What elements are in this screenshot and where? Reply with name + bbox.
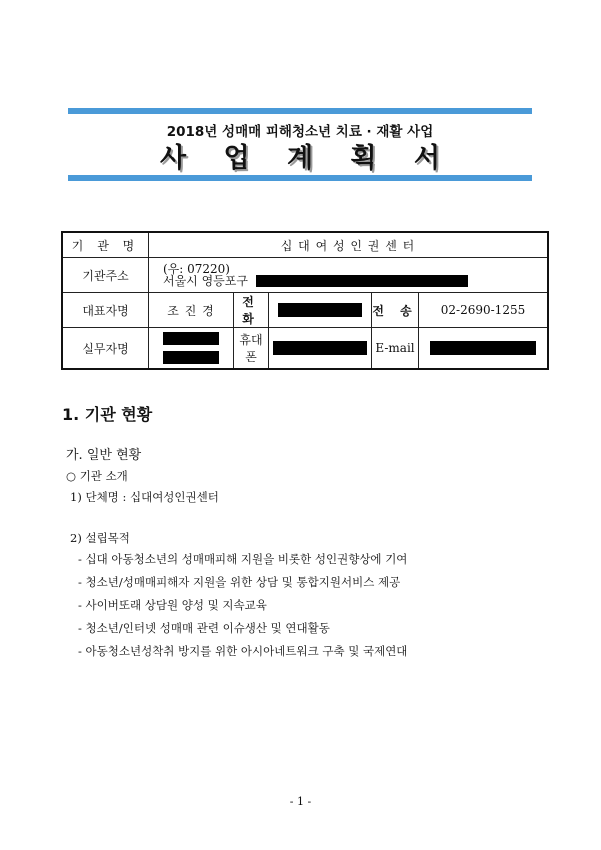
rep-value: 조 진 경 bbox=[149, 293, 234, 328]
redacted-email bbox=[430, 341, 536, 355]
list-item: - 청소년/성매매피해자 지원을 위한 상담 및 통합지원서비스 제공 bbox=[78, 575, 401, 589]
redacted-staff-name bbox=[163, 332, 219, 345]
document-title: 사 업 계 획 서 bbox=[159, 143, 454, 174]
phone-cell bbox=[269, 293, 372, 328]
rep-label: 대표자명 bbox=[62, 293, 149, 328]
table-row bbox=[62, 328, 548, 370]
redacted-address bbox=[256, 275, 468, 287]
redacted-staff-name-2 bbox=[163, 351, 219, 364]
redacted-mobile bbox=[273, 341, 367, 355]
table-row bbox=[62, 258, 548, 293]
list-item-org-name: 1) 단체명 : 십대여성인권센터 bbox=[70, 490, 219, 504]
address-label: 기관주소 bbox=[62, 258, 149, 293]
page-number: - 1 - bbox=[289, 795, 312, 808]
bullet-intro: ○ 기관 소개 bbox=[66, 469, 128, 483]
list-item: - 아동청소년성착취 방지를 위한 아시아네트워크 구축 및 국제연대 bbox=[78, 644, 408, 658]
address-postal: (우: 07220) bbox=[163, 261, 230, 276]
address-cell bbox=[149, 258, 549, 293]
org-name-value: 십 대 여 성 인 권 센 터 bbox=[149, 232, 549, 258]
section-heading: 1. 기관 현황 bbox=[62, 405, 153, 424]
table-row bbox=[62, 232, 548, 258]
mobile-cell bbox=[269, 328, 372, 370]
table-row bbox=[62, 293, 548, 328]
staff-label: 실무자명 bbox=[62, 328, 149, 370]
top-rule-lower bbox=[68, 175, 532, 181]
phone-label: 전 화 bbox=[234, 293, 269, 328]
top-rule-upper bbox=[68, 108, 532, 114]
list-item: - 십대 아동청소년의 성매매피해 지원을 비롯한 성인권향상에 기여 bbox=[78, 552, 408, 566]
organization-info-table bbox=[61, 231, 549, 370]
email-label: E-mail bbox=[372, 328, 419, 370]
email-cell bbox=[419, 328, 549, 370]
list-item: - 청소년/인터넷 성매매 관련 이슈생산 및 연대활동 bbox=[78, 621, 330, 635]
subsection-heading: 가. 일반 현황 bbox=[66, 448, 142, 463]
redacted-phone bbox=[278, 303, 362, 317]
fax-label: 전 송 bbox=[372, 293, 419, 328]
list-item: - 사이버또래 상담원 양성 및 지속교육 bbox=[78, 598, 267, 612]
address-line-wrap bbox=[163, 275, 541, 288]
document-subtitle: 2018년 성매매 피해청소년 치료 · 재활 사업 bbox=[166, 124, 434, 140]
org-name-label: 기 관 명 bbox=[62, 232, 149, 258]
staff-cell bbox=[149, 328, 234, 370]
mobile-label: 휴대폰 bbox=[234, 328, 269, 370]
address-line: 서울시 영등포구 bbox=[163, 273, 248, 288]
list-item-purpose-heading: 2) 설립목적 bbox=[70, 531, 130, 545]
fax-value: 02-2690-1255 bbox=[419, 293, 549, 328]
